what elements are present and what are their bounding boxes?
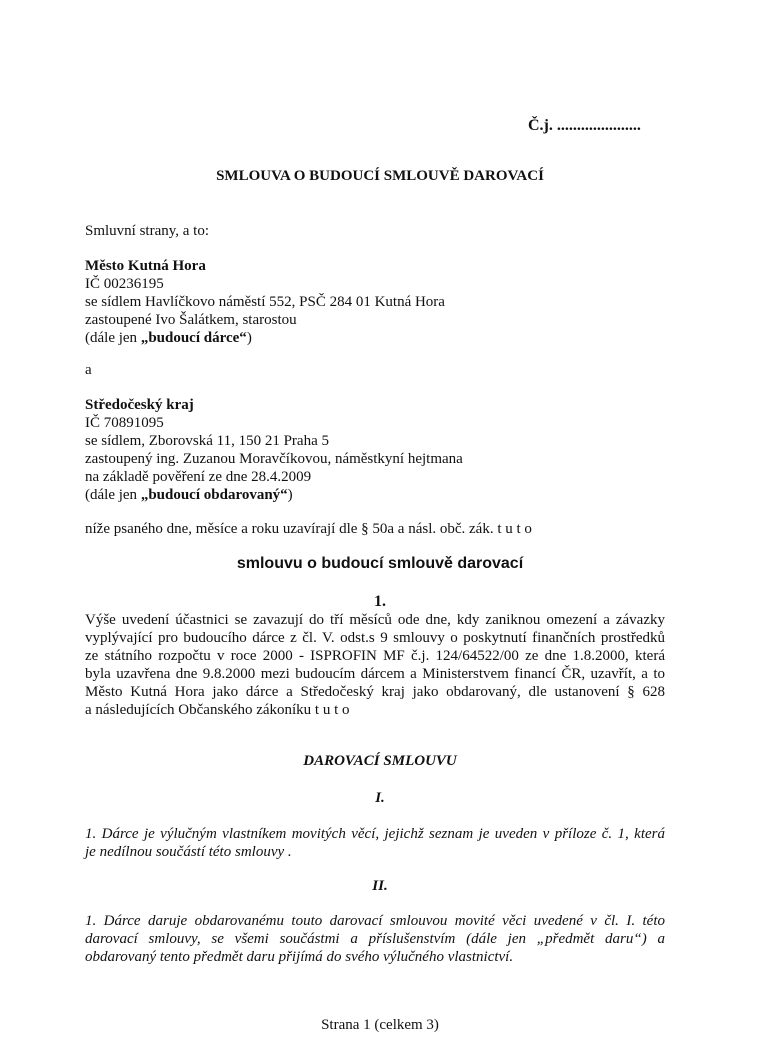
party2-alias — [85, 486, 463, 504]
party2-alias-prefix: (dále jen — [85, 487, 141, 503]
article2-paragraph — [85, 912, 665, 966]
party2-name: Středočeský kraj — [85, 397, 194, 413]
party1-block — [85, 257, 445, 347]
party2-alias-suffix: ) — [287, 487, 293, 503]
reference-number: Č.j. ..................... — [528, 117, 641, 134]
party1-alias-prefix: (dále jen — [85, 330, 141, 346]
party2-representative: zastoupený ing. Zuzanou Moravčíkovou, náměstkyní hejtmana — [85, 451, 463, 467]
party2-authorization: na základě pověření ze dne 28.4.2009 — [85, 469, 312, 485]
party1-ic: IČ 00236195 — [85, 276, 164, 292]
gift-contract-heading: DAROVACÍ SMLOUVU — [303, 753, 457, 769]
party1-name: Město Kutná Hora — [85, 258, 206, 274]
party2-alias-name: „budoucí obdarovaný“ — [140, 487, 288, 503]
party1-alias-suffix: ) — [246, 330, 252, 346]
article2-line: obdarovaný tento předmět daru přijímá do svého výlučného vlastnictví. — [85, 949, 514, 965]
and-separator: a — [85, 362, 92, 378]
agreement-line: níže psaného dne, měsíce a roku uzavírají dle § 50a a násl. obč. zák. t u t o — [85, 521, 532, 537]
article2-line: 1. Dárce daruje obdarovanému touto darovací smlouvou movité věci uvedené v čl. I. této — [85, 913, 665, 929]
parties-intro: Smluvní strany, a to: — [85, 223, 210, 239]
section1-line: byla uzavřena dne 9.8.2000 mezi budoucím dárcem a Ministerstvem financí ČR, uzavřít, a to — [85, 666, 665, 682]
page-footer: Strana 1 (celkem 3) — [321, 1017, 439, 1033]
party1-representative: zastoupené Ivo Šalátkem, starostou — [85, 312, 297, 328]
party2-seat: se sídlem, Zborovská 11, 150 21 Praha 5 — [85, 433, 329, 449]
section1-number: 1. — [374, 593, 386, 610]
section1-line: Výše uvedení účastnici se zavazují do tří měsíců ode dne, kdy zaniknou omezení a závazky — [85, 612, 665, 628]
party1-alias — [85, 329, 445, 347]
section1-line: vyplývající pro budoucího dárce z čl. V. odst.s 9 smlouvy o poskytnutí finančních prostředků — [85, 630, 665, 646]
article1-line: je nedílnou součástí této smlouvy . — [85, 844, 292, 860]
article1-paragraph — [85, 825, 665, 861]
section1-line: Město Kutná Hora jako dárce a Středočeský kraj jako obdarovaný, dle ustanovení § 628 — [85, 684, 665, 700]
section1-line: a následujících Občanského zákoníku t u t o — [85, 702, 350, 718]
section1-paragraph — [85, 611, 665, 719]
section1-line: ze státního rozpočtu v roce 2000 - ISPROFIN MF č.j. 124/64522/00 ze dne 1.8.2000, která — [85, 648, 665, 664]
party2-block — [85, 396, 463, 504]
document-title: SMLOUVA O BUDOUCÍ SMLOUVĚ DAROVACÍ — [216, 168, 544, 184]
article2-number: II. — [372, 878, 388, 894]
contract-subtitle: smlouvu o budoucí smlouvě darovací — [236, 555, 524, 572]
article2-line: darovací smlouvy, se všemi součástmi a příslušenstvím (dále jen „předmět daru“) a — [85, 931, 665, 947]
party1-alias-name: „budoucí dárce“ — [140, 330, 247, 346]
party2-ic: IČ 70891095 — [85, 415, 164, 431]
article1-number: I. — [375, 790, 385, 806]
party1-seat: se sídlem Havlíčkovo náměstí 552, PSČ 284 01 Kutná Hora — [85, 294, 445, 310]
article1-line: 1. Dárce je výlučným vlastníkem movitých věcí, jejichž seznam je uveden v příloze č. 1, která — [85, 826, 665, 842]
